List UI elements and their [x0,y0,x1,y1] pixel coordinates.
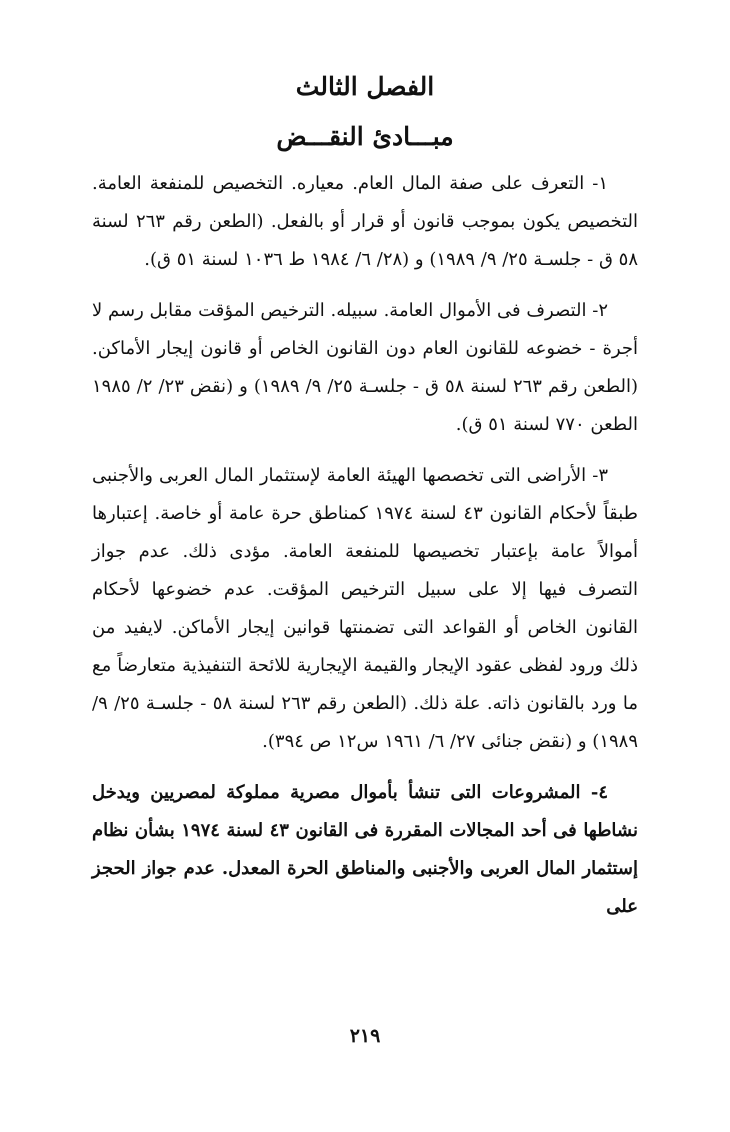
paragraph-2: ٢- التصرف فى الأموال العامة. سبيله. الترخيص المؤقت مقابل رسم لا أجرة - خضوعه للقانون العام دون القانون الخاص أو قانون إيجار الأماكن. (الطعن رقم ٢٦٣ لسنة ٥٨ ق - جلسـة ٢٥/ ٩/ ١٩٨٩) و (نقض ٢٣/ ٢/ ١٩٨٥ الطعن ٧٧٠ لسنة ٥١ ق). [92,300,638,435]
section-title: مبـــادئ النقـــض [276,122,454,151]
paragraph-3: ٣- الأراضى التى تخصصها الهيئة العامة لإستثمار المال العربى والأجنبى طبقاً لأحكام القانون ٤٣ لسنة ١٩٧٤ كمناطق حرة عامة أو خاصة. إعتبارها أموالاً عامة بإعتبار تخصيصها للمنفعة العامة. مؤدى ذلك. عدم جواز التصرف فيها إلا على سبيل الترخيص المؤقت. عدم خضوعها لأحكام القانون الخاص أو القواعد التى تضمنتها قوانين إيجار الأماكن. لايفيد من ذلك ورود لفظى عقود الإيجار والقيمة الإيجارية للائحة التنفيذية متعارضاً مع ما ورد بالقانون ذاته. علة ذلك. (الطعن رقم ٢٦٣ لسنة ٥٨ - جلسـة ٢٥/ ٩/ ١٩٨٩) و (نقض جنائى ٢٧/ ٦/ ١٩٦١ س١٢ ص ٣٩٤). [92,465,638,752]
paragraph-1: ١- التعرف على صفة المال العام. معياره. التخصيص للمنفعة العامة. التخصيص يكون بموجب قانون أو قرار أو بالفعل. (الطعن رقم ٢٦٣ لسنة ٥٨ ق - جلسـة ٢٥/ ٩/ ١٩٨٩) و (٢٨/ ٦/ ١٩٨٤ ط ١٠٣٦ لسنة ٥١ ق). [92,173,638,270]
chapter-title: الفصل الثالث [295,72,435,101]
page-number: ٢١٩ [349,1025,381,1047]
paragraph-4: ٤- المشروعات التى تنشأ بأموال مصرية مملوكة لمصريين ويدخل نشاطها فى أحد المجالات المقررة فى القانون ٤٣ لسنة ١٩٧٤ بشأن نظام إستثمار المال العربى والأجنبى والمناطق الحرة المعدل. عدم جواز الحجز على [92,782,638,917]
body-text [92,165,638,939]
